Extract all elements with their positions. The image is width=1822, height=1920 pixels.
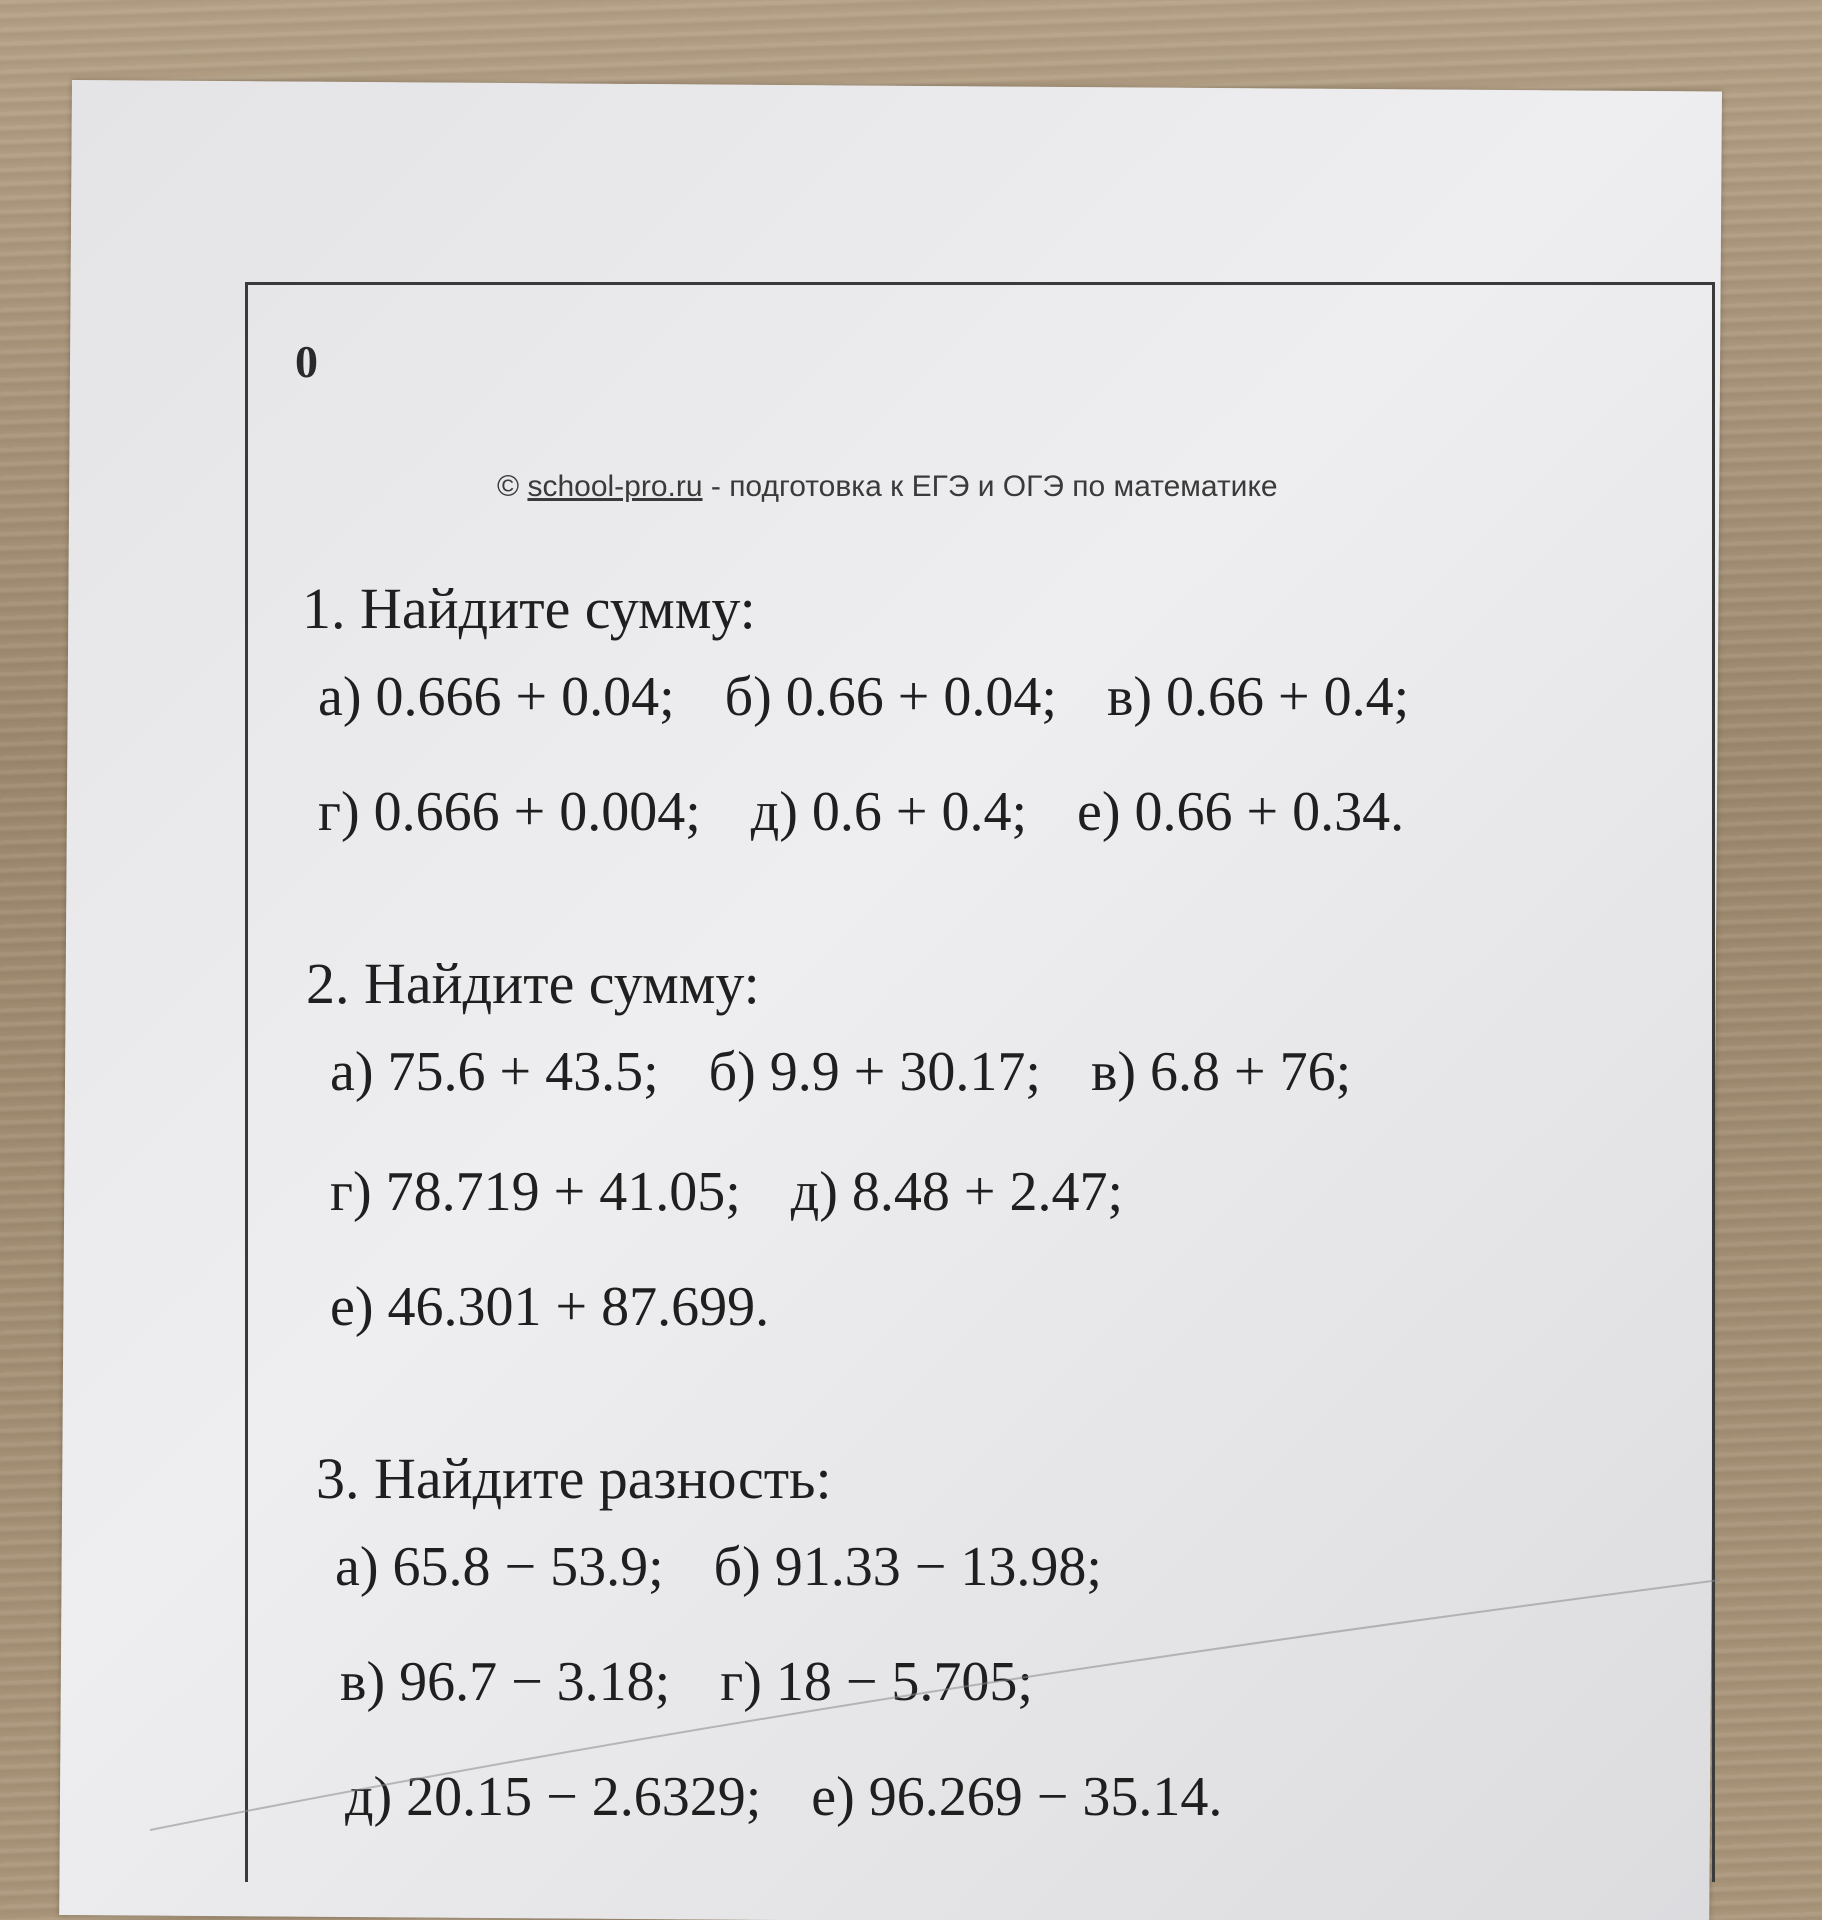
task-item: а) 65.8 − 53.9; bbox=[335, 1536, 664, 1598]
task-item: д) 0.6 + 0.4; bbox=[750, 781, 1028, 843]
copyright-symbol: © bbox=[497, 470, 520, 503]
task-2-title: 2. Найдите сумму: bbox=[306, 951, 760, 1016]
task-item: г) 78.719 + 41.05; bbox=[330, 1161, 741, 1223]
task-item: д) 20.15 − 2.6329; bbox=[345, 1766, 762, 1828]
task-item: е) 0.66 + 0.34. bbox=[1077, 781, 1405, 843]
task-item: б) 9.9 + 30.17; bbox=[708, 1041, 1041, 1103]
task-item: а) 0.666 + 0.04; bbox=[318, 666, 675, 728]
task-item: г) 0.666 + 0.004; bbox=[318, 781, 701, 843]
task-1-title: 1. Найдите сумму: bbox=[302, 576, 756, 641]
page-number: 0 bbox=[295, 336, 318, 387]
site-tagline: - подготовка к ЕГЭ и ОГЭ по математике bbox=[702, 470, 1278, 503]
task-item: а) 75.6 + 43.5; bbox=[330, 1041, 659, 1103]
task-item: г) 18 − 5.705; bbox=[720, 1651, 1033, 1713]
site-link[interactable]: school-pro.ru bbox=[527, 470, 703, 503]
task-item: б) 91.33 − 13.98; bbox=[713, 1536, 1102, 1598]
task-item: в) 6.8 + 76; bbox=[1090, 1041, 1352, 1103]
task-item: д) 8.48 + 2.47; bbox=[790, 1161, 1124, 1223]
task-item: в) 0.66 + 0.4; bbox=[1106, 666, 1410, 728]
task-item: б) 0.66 + 0.04; bbox=[724, 666, 1057, 728]
task-item: е) 46.301 + 87.699. bbox=[330, 1276, 770, 1338]
task-item: в) 96.7 − 3.18; bbox=[340, 1651, 671, 1713]
task-3-title: 3. Найдите разность: bbox=[316, 1446, 832, 1511]
task-item: е) 96.269 − 35.14. bbox=[811, 1766, 1223, 1828]
